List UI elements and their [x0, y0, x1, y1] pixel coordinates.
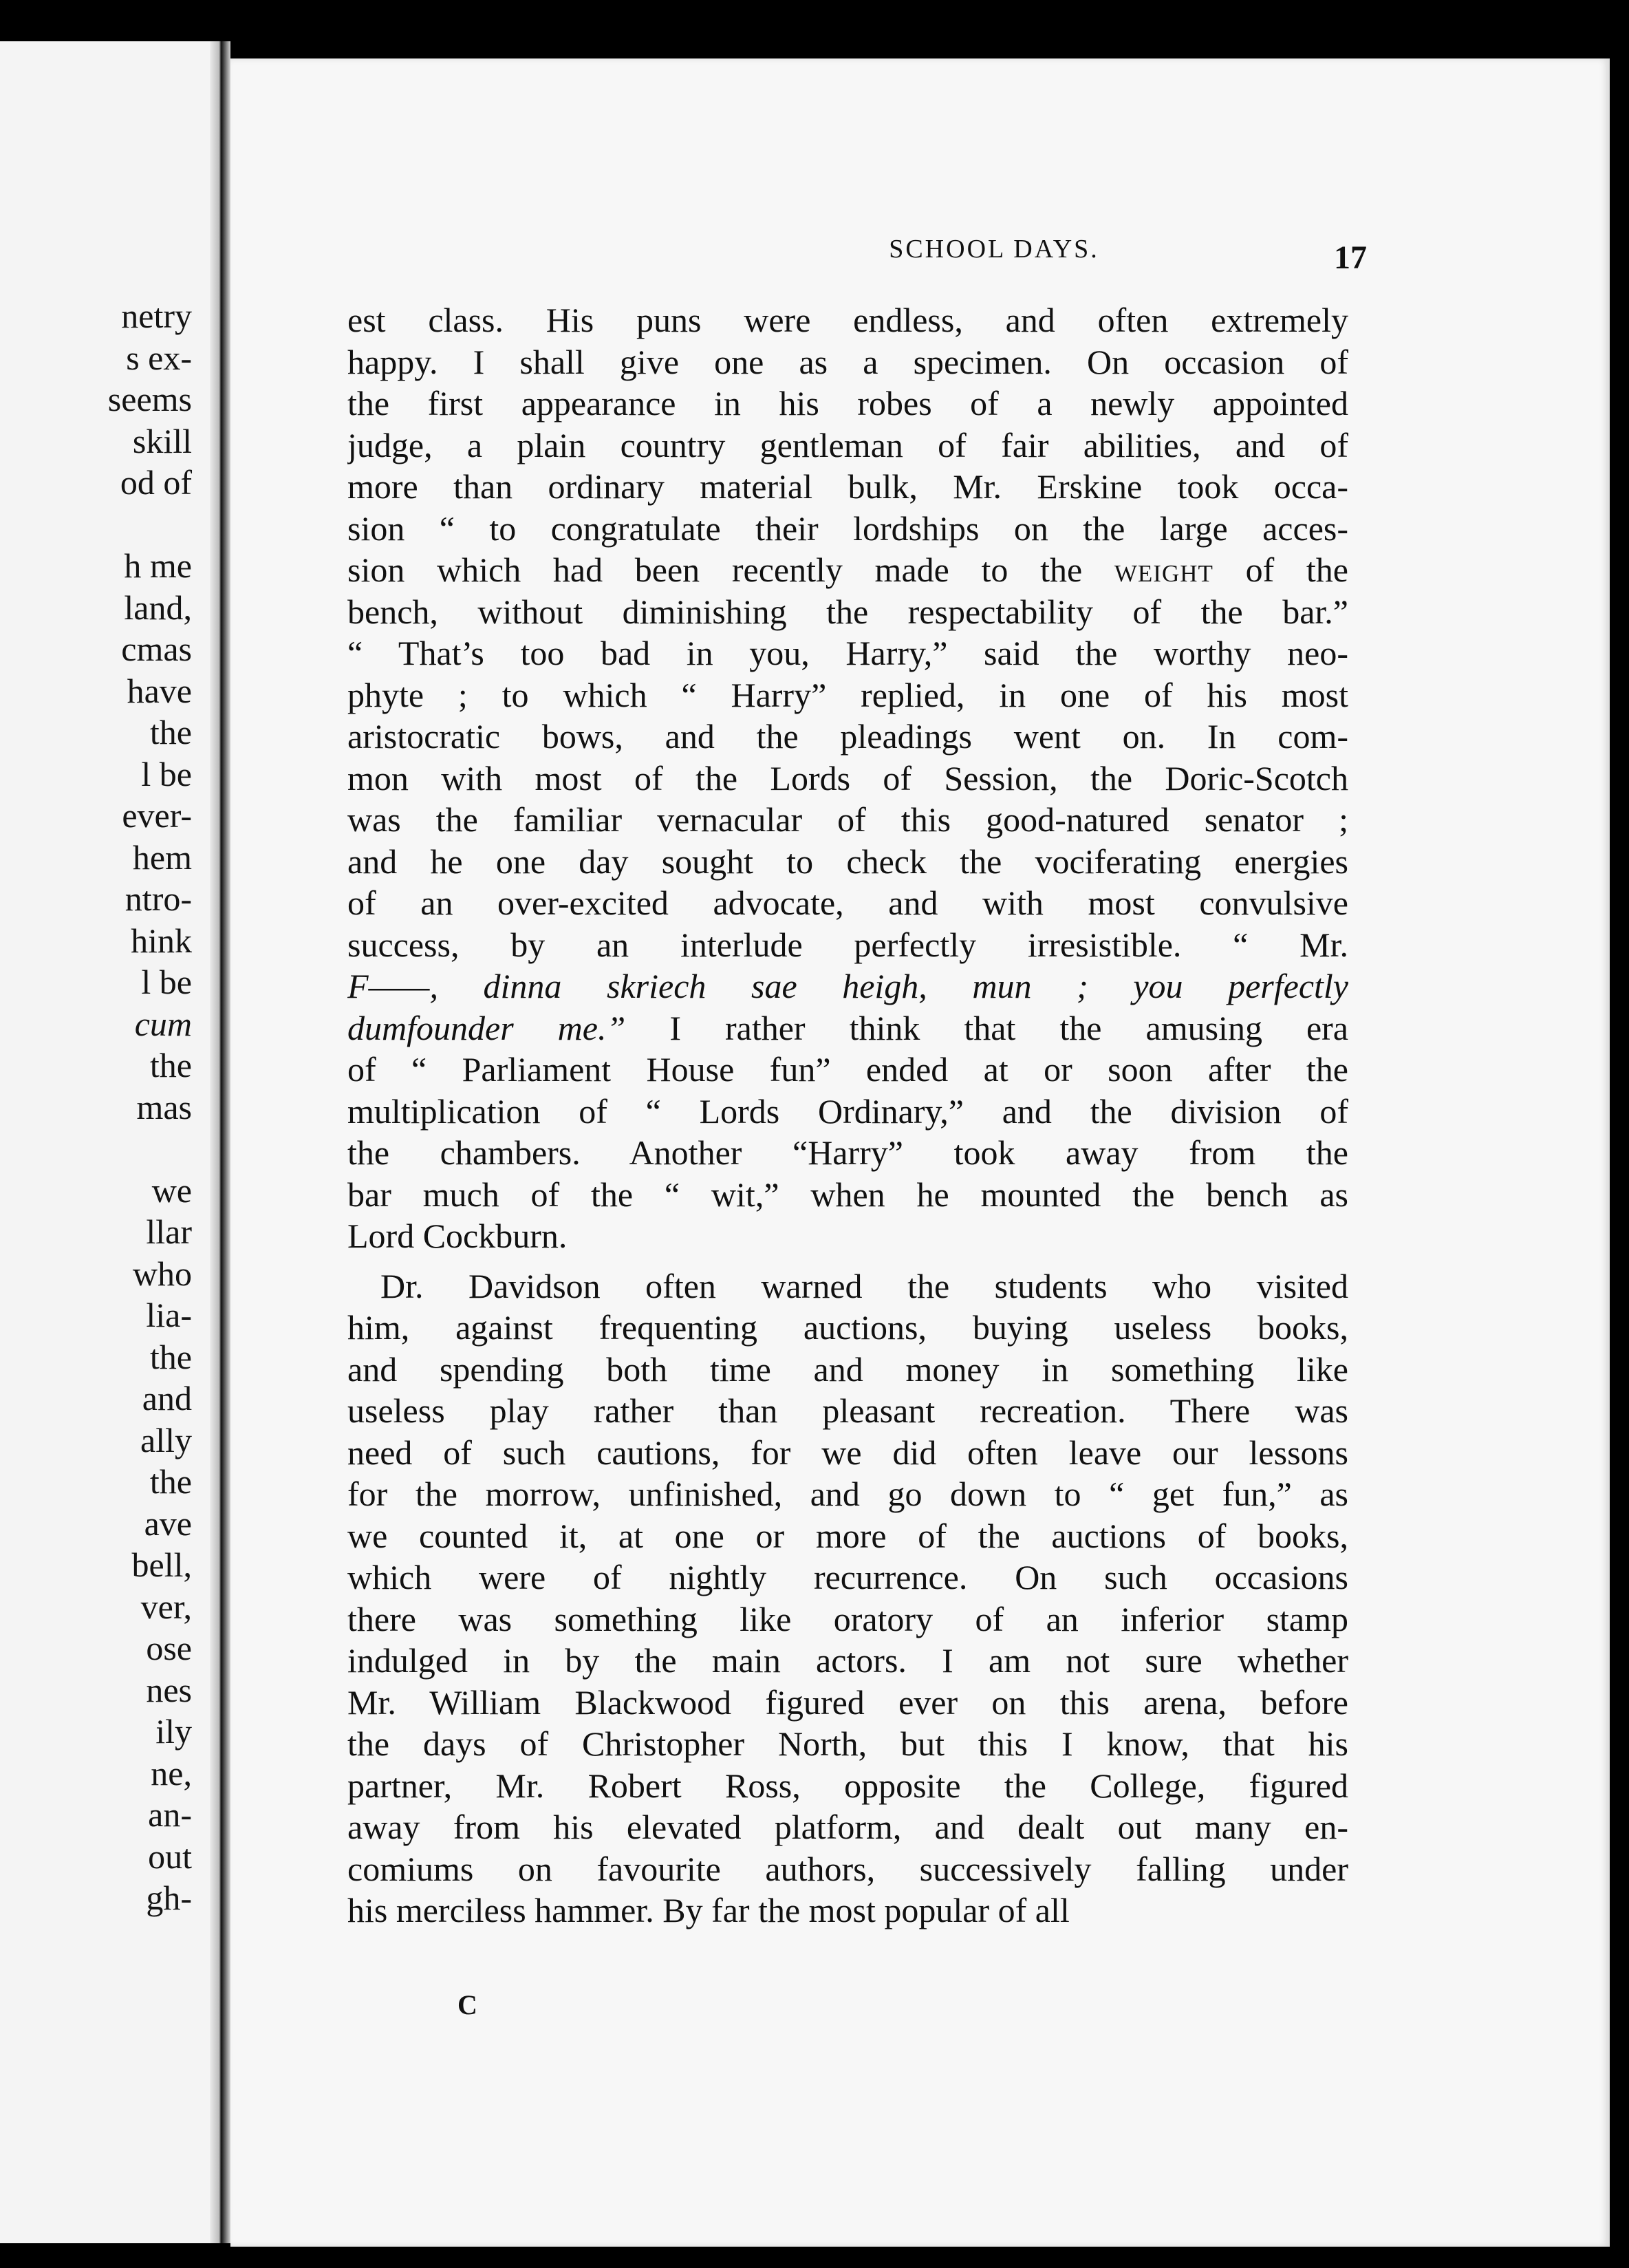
text-line: est class. His puns were endless, and often extremely [347, 301, 1348, 339]
facing-page-text: s ex- [126, 338, 192, 377]
facing-page-text: seems [107, 380, 192, 418]
text-line: away from his elevated platform, and dealt out many en- [347, 1808, 1348, 1846]
facing-page-text: hem [132, 837, 192, 877]
facing-page-text: out [148, 1837, 192, 1876]
text-line: Lord Cockburn. [347, 1217, 568, 1255]
text-line: need of such cautions, for we did often leave our lessons [347, 1433, 1348, 1472]
text-line: Mr. William Blackwood figured ever on this arena, before [347, 1682, 1348, 1722]
facing-page-text: ntro- [125, 879, 192, 918]
facing-page-text: l be [141, 754, 192, 793]
book-gutter [210, 41, 230, 2243]
text-line: him, against frequenting auctions, buying useless books, [347, 1308, 1348, 1347]
text-line: of an over-excited advocate, and with most convulsive [347, 884, 1348, 922]
text-line: the chambers. Another “Harry” took away from the [347, 1133, 1348, 1172]
facing-page-text: mas [136, 1087, 192, 1126]
facing-page-text: l be [141, 963, 192, 1001]
text-line: more than ordinary material bulk, Mr. Erskine took occa- [347, 467, 1348, 506]
text-line: useless play rather than pleasant recreation. There was [347, 1391, 1348, 1430]
text-line: we counted it, at one or more of the auctions of books, [347, 1516, 1348, 1555]
facing-page-text: skill [132, 421, 192, 460]
text-line: there was something like oratory of an inferior stamp [347, 1599, 1348, 1638]
text-line: his merciless hammer. By far the most popular of all [347, 1891, 1070, 1929]
facing-page-text: the [149, 1046, 192, 1084]
facing-page-text: the [149, 1337, 192, 1376]
text-line: sion “ to congratulate their lordships on the large acces- [347, 509, 1348, 548]
facing-page-text: od of [120, 463, 192, 502]
text-line: phyte ; to which “ Harry” replied, in one of his most [347, 675, 1348, 714]
facing-page-text: ave [144, 1504, 192, 1543]
text-line: bench, without diminishing the respectability of the bar.” [347, 592, 1348, 631]
facing-page-text: llar [146, 1212, 192, 1251]
facing-page-text: an- [148, 1795, 192, 1834]
signature-mark: C [457, 1989, 477, 2020]
facing-page-text: who [132, 1254, 192, 1293]
facing-page-text: ever- [122, 796, 192, 835]
text-line: F——, dinna skriech sae heigh, mun ; you perfectly [347, 967, 1348, 1005]
facing-page-text: bell, [131, 1545, 192, 1584]
facing-page-text: and [142, 1379, 192, 1418]
facing-page-text: lia- [146, 1296, 192, 1334]
facing-page-text: cum [134, 1004, 192, 1043]
facing-page-text: we [151, 1170, 192, 1210]
text-line: happy. I shall give one as a specimen. On occasion of [347, 342, 1348, 381]
text-line: aristocratic bows, and the pleadings went on. In com- [347, 717, 1348, 756]
facing-page-text: netry [121, 297, 192, 335]
text-line: the days of Christopher North, but this I know, that his [347, 1724, 1348, 1763]
text-line: sion which had been recently made to the weight of the [347, 550, 1348, 589]
text-line: success, by an interlude perfectly irresistible. “ Mr. [347, 925, 1348, 964]
text-line: Dr. Davidson often warned the students who visited [380, 1266, 1348, 1305]
facing-page-text: have [127, 671, 192, 710]
text-line: multiplication of “ Lords Ordinary,” and the division of [347, 1091, 1348, 1131]
facing-page-text: land, [124, 588, 192, 627]
page-text [347, 299, 1348, 1932]
text-line: the first appearance in his robes of a newly appointed [347, 384, 1348, 422]
facing-page-text: nes [146, 1670, 192, 1709]
facing-page-text: ose [146, 1629, 192, 1667]
paragraph-1 [347, 299, 1348, 1257]
text-line: judge, a plain country gentleman of fair abilities, and of [347, 425, 1348, 464]
text-line: was the familiar vernacular of this good-natured senator ; [347, 800, 1348, 839]
paragraph-2 [347, 1265, 1348, 1932]
page-number: 17 [1334, 239, 1367, 276]
facing-page-text: gh- [146, 1879, 192, 1917]
text-line: mon with most of the Lords of Session, the Doric-Scotch [347, 758, 1348, 798]
facing-page-text: h me [124, 546, 192, 585]
facing-page-text: hink [131, 921, 192, 960]
text-line: and spending both time and money in something like [347, 1349, 1348, 1389]
facing-page-text: ily [155, 1712, 192, 1751]
text-line: of “ Parliament House fun” ended at or soon after the [347, 1050, 1348, 1089]
text-line: dumfounder me.” I rather think that the amusing era [347, 1008, 1348, 1047]
facing-page-text: the [149, 713, 192, 751]
facing-page-text: ver, [140, 1587, 192, 1626]
facing-page-text: ally [140, 1420, 192, 1459]
text-line: comiums on favourite authors, successively falling under [347, 1849, 1348, 1888]
facing-page-fragment [0, 41, 210, 2243]
text-line: and he one day sought to check the vociferating energies [347, 842, 1348, 881]
book-page [230, 58, 1610, 2247]
text-line: for the morrow, unfinished, and go down to “ get fun,” as [347, 1475, 1348, 1513]
text-line: partner, Mr. Robert Ross, opposite the College, figured [347, 1766, 1348, 1805]
facing-page-text: the [149, 1462, 192, 1501]
facing-page-text: ne, [151, 1753, 192, 1793]
text-line: “ That’s too bad in you, Harry,” said the worthy neo- [347, 634, 1348, 672]
running-head: SCHOOL DAYS. [889, 235, 1099, 264]
facing-page-text: cmas [121, 630, 192, 668]
text-line: indulged in by the main actors. I am not sure whether [347, 1641, 1348, 1680]
text-line: which were of nightly recurrence. On such occasions [347, 1558, 1348, 1596]
text-line: bar much of the “ wit,” when he mounted the bench as [347, 1175, 1348, 1214]
